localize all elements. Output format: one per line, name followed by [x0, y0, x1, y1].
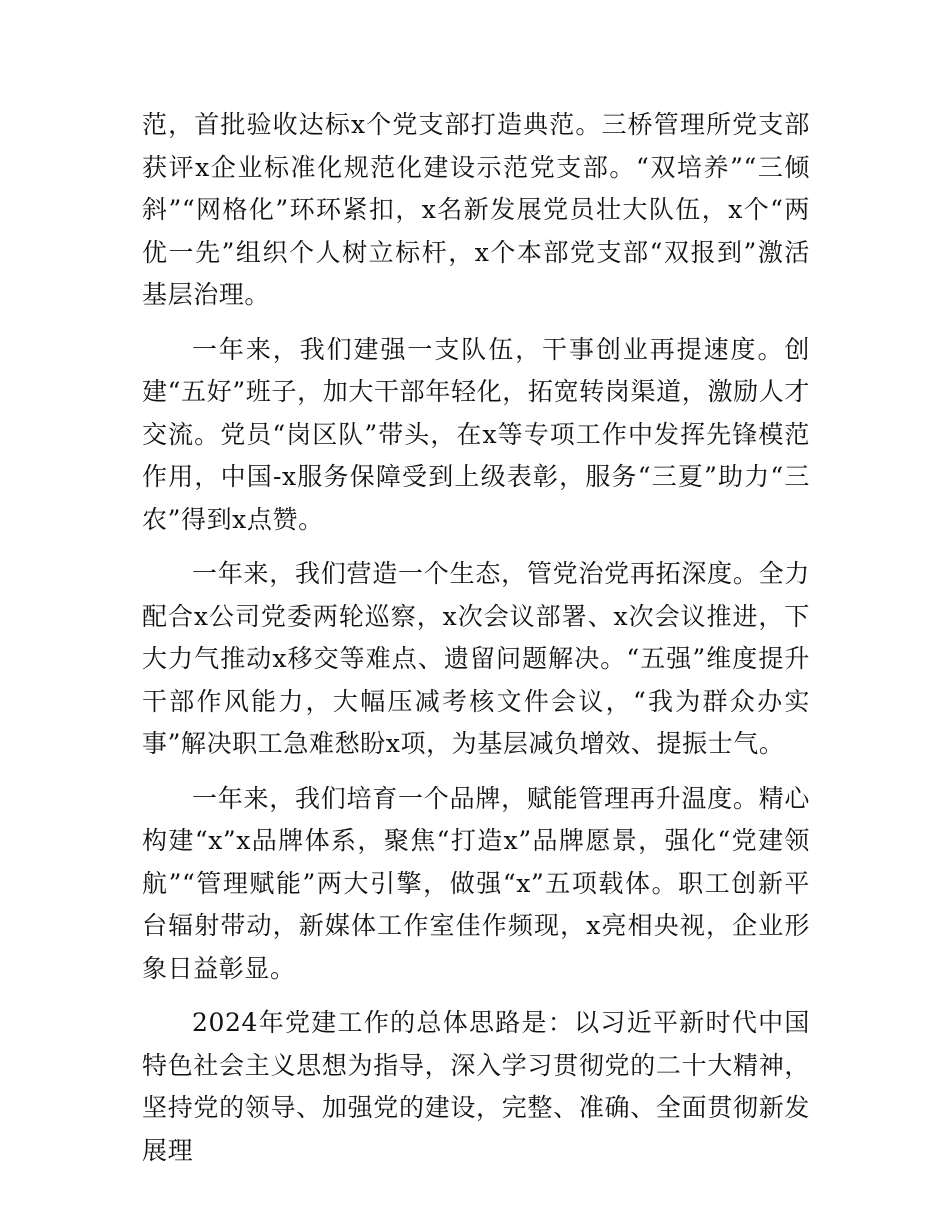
paragraph-team-building: 一年来，我们建强一支队伍，干事创业再提速度。创建“五好”班子，加大干部年轻化，拓宽转岗渠道，激励人才交流。党员“岗区队”带头，在x等专项工作中发挥先锋模范作用，中国-x服务保障受到上级表彰，服务“三夏”助力“三农”得到x点赞。	[142, 334, 810, 534]
paragraph-continued: 范，首批验收达标x个党支部打造典范。三桥管理所党支部获评x企业标准化规范化建设示范党支部。“双培养”“三倾斜”“网格化”环环紧扣，x名新发展党员壮大队伍，x个“两优一先”组织个人树立标杆，x个本部党支部“双报到”激活基层治理。	[142, 110, 810, 309]
paragraph-2024-approach: 2024年党建工作的总体思路是：以习近平新时代中国特色社会主义思想为指导，深入学习贯彻党的二十大精神，坚持党的领导、加强党的建设，完整、准确、全面贯彻新发展理	[142, 1008, 810, 1165]
document-body	[142, 104, 810, 1184]
paragraph-brand-building: 一年来，我们培育一个品牌，赋能管理再升温度。精心构建“x”x品牌体系，聚焦“打造x”品牌愿景，强化“党建领航”“管理赋能”两大引擎，做强“x”五项载体。职工创新平台辐射带动，新媒体工作室佳作频现，x亮相央视，企业形象日益彰显。	[142, 783, 810, 983]
paragraph-party-ecology: 一年来，我们营造一个生态，管党治党再拓深度。全力配合x公司党委两轮巡察，x次会议部署、x次会议推进，下大力气推动x移交等难点、遗留问题解决。“五强”维度提升干部作风能力，大幅压减考核文件会议，“我为群众办实事”解决职工急难愁盼x项，为基层减负增效、提振士气。	[142, 559, 810, 758]
